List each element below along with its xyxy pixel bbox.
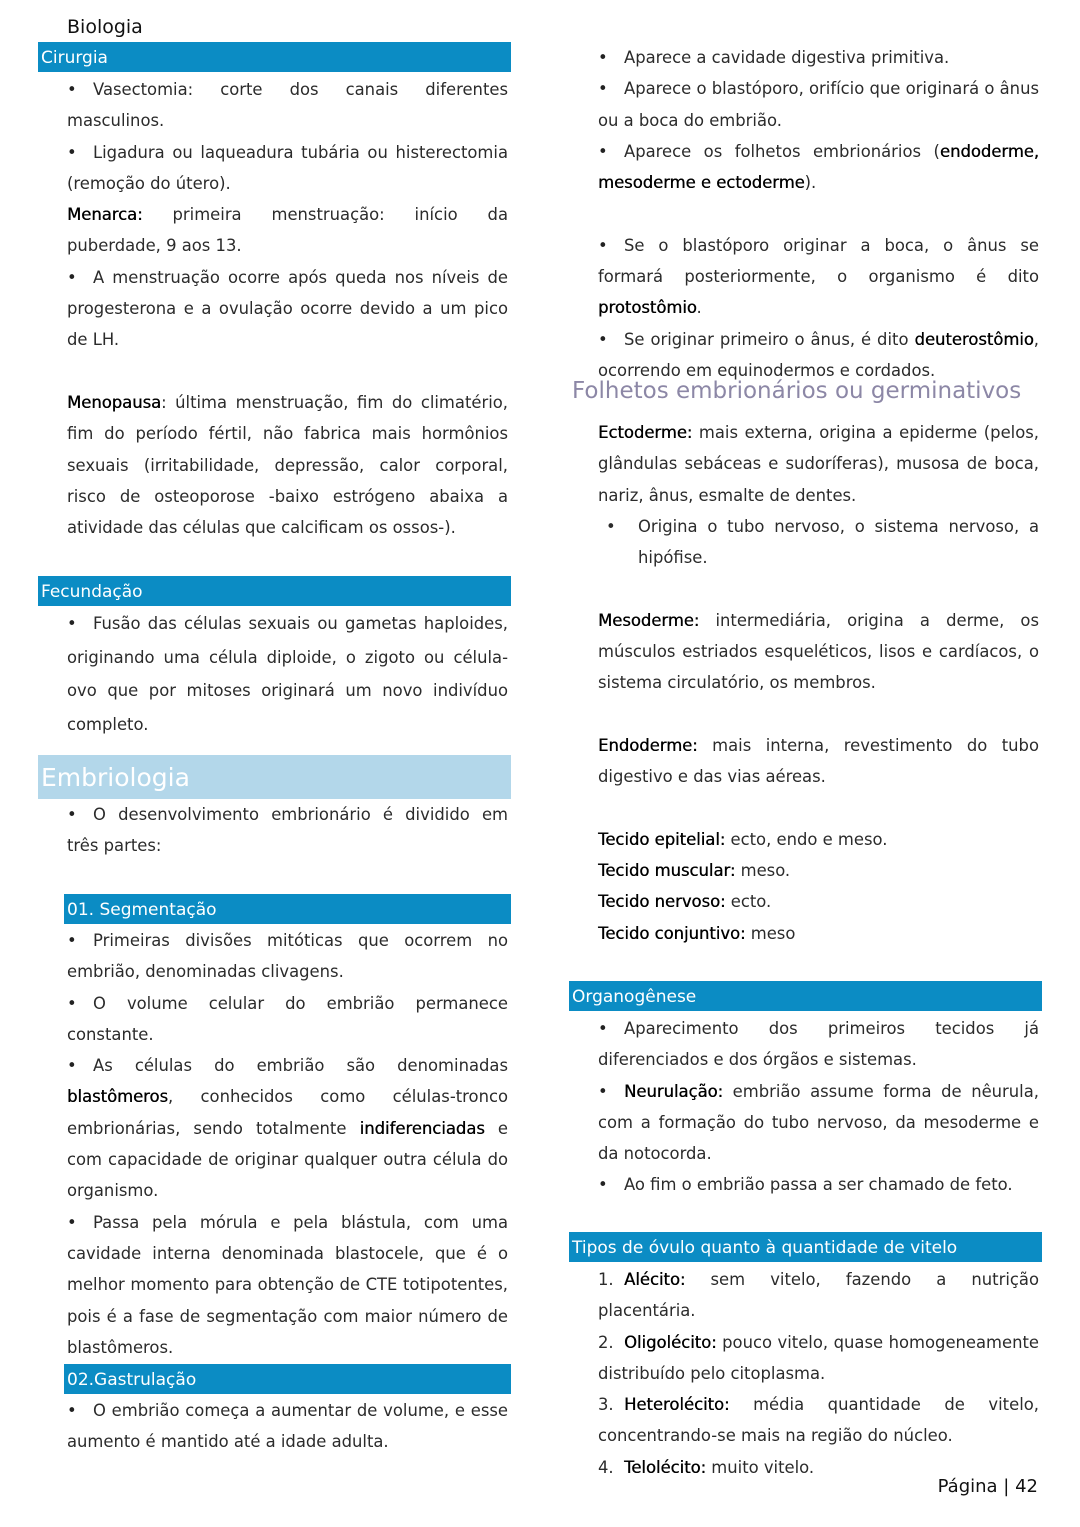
list-item: • O volume celular do embrião permanece constante. [67, 988, 508, 1051]
endoderme-definition [598, 730, 1039, 793]
list-item [598, 136, 1039, 199]
list-item [598, 230, 1039, 324]
list-item: • Aparecimento dos primeiros tecidos já diferenciados e dos órgãos e sistemas. [598, 1013, 1039, 1076]
subsection-heading-gastrulacao: 02.Gastrulação [64, 1364, 511, 1394]
text: sem vitelo, fazendo a nutrição placentária. [598, 1270, 1039, 1321]
term-label: indiferenciadas [359, 1118, 485, 1138]
term-label: Ectoderme: [598, 423, 693, 442]
section-heading-organogenese: Organogênese [569, 981, 1042, 1011]
gastrulacao-list [67, 1395, 508, 1458]
term-label: blastômeros [67, 1087, 168, 1107]
document-title: Biologia [67, 16, 143, 38]
list-item [598, 1389, 1039, 1452]
text: Se o blastóporo originar a boca, o ânus se formará posteriormente, o organismo é dito [598, 235, 1039, 287]
text: Aparece os folhetos embrionários ( [624, 141, 940, 161]
term-label: Menarca: [67, 205, 143, 224]
text: pouco vitelo, quase homogeneamente distribuído pelo citoplasma. [598, 1332, 1039, 1383]
value-text: meso [745, 923, 796, 943]
list-number: 2. [598, 1332, 614, 1352]
list-item [598, 1264, 1039, 1327]
definition-text: mais interna, revestimento do tubo digestivo e das vias aéreas. [598, 735, 1039, 787]
term-label: Alécito: [624, 1270, 686, 1289]
tecido-row [598, 918, 1039, 949]
text: Se originar primeiro o ânus, é dito [624, 329, 915, 349]
gastrulacao-continued-list [598, 42, 1039, 386]
text: e com capacidade de originar qualquer outra célula do organismo. [67, 1118, 509, 1201]
term-label: Oligolécito: [624, 1332, 717, 1352]
value-text: meso. [735, 861, 791, 881]
text: média quantidade de vitelo, concentrando-se mais na região do núcleo. [598, 1395, 1039, 1446]
term-label: Tecido muscular: [598, 861, 736, 881]
list-item: • Ligadura ou laqueadura tubária ou histerectomia (remoção do útero). [67, 137, 508, 200]
subsection-heading-segmentacao: 01. Segmentação [64, 894, 511, 924]
definition-text: : última menstruação, fim do climatério, fim do período fértil, não fabrica mais hormônios sexuais (irritabilidade, depressão, calor corporal, risco de osteoporose -baixo estrógeno abaixa a atividade das células que calcificam os ossos-). [67, 393, 508, 538]
list-number: 4. [598, 1457, 614, 1477]
section-heading-fecundacao: Fecundação [38, 576, 511, 606]
term-label: endoderme, mesoderme e ectoderme [598, 141, 1039, 193]
value-text: ecto. [725, 892, 772, 912]
list-item: • Aparece a cavidade digestiva primitiva. [598, 42, 1039, 73]
text: muito vitelo. [706, 1457, 815, 1477]
list-number: 1. [598, 1270, 614, 1289]
ectoderme-definition [598, 417, 1039, 511]
mesoderme-definition [598, 605, 1039, 699]
term-label: deuterostômio [914, 329, 1034, 349]
list-item [598, 1076, 1039, 1170]
tecido-row [598, 824, 1039, 855]
term-label: Heterolécito: [624, 1395, 730, 1415]
tecido-row [598, 855, 1039, 886]
value-text: ecto, endo e meso. [725, 829, 888, 849]
term-label: Neurulação: [624, 1081, 724, 1101]
menopausa-block [67, 387, 508, 543]
folhetos-block [598, 417, 1039, 949]
list-item: • Origina o tubo nervoso, o sistema nervoso, a hipófise. [598, 511, 1039, 574]
term-label: Telolécito: [624, 1457, 707, 1477]
menarca-block [67, 199, 508, 355]
section-heading-cirurgia: Cirurgia [38, 42, 511, 72]
term-label: Tecido conjuntivo: [598, 923, 746, 943]
ovulos-numbered-list [598, 1264, 1039, 1483]
term-label: Mesoderme: [598, 610, 700, 630]
fecundacao-list [67, 607, 508, 741]
segmentacao-list [67, 925, 508, 1363]
definition-text: primeira menstruação: início da puberdade, 9 aos 13. [67, 205, 508, 256]
term-label: Endoderme: [598, 735, 698, 755]
menarca-definition [67, 199, 508, 262]
list-item: • O desenvolvimento embrionário é dividido em três partes: [67, 799, 508, 862]
list-item: • Vasectomia: corte dos canais diferentes masculinos. [67, 74, 508, 137]
section-heading-tipos-ovulo: Tipos de óvulo quanto à quantidade de vitelo [569, 1232, 1042, 1262]
text: As células do embrião são denominadas [93, 1056, 508, 1076]
cirurgia-list [67, 74, 508, 199]
definition-text: mais externa, origina a epiderme (pelos, glândulas sebáceas e sudoríferas), musosa de boca, nariz, ânus, esmalte de dentes. [598, 423, 1039, 505]
term-label: Menopausa [67, 393, 162, 412]
subtitle-folhetos: Folhetos embrionários ou germinativos [572, 378, 1022, 404]
list-item: • O embrião começa a aumentar de volume, e esse aumento é mantido até a idade adulta. [67, 1395, 508, 1458]
text: . [696, 298, 702, 318]
chapter-heading-embriologia: Embriologia [38, 755, 511, 799]
term-label: Tecido nervoso: [598, 892, 726, 912]
list-item [598, 324, 1039, 387]
definition-text: intermediária, origina a derme, os músculos estriados esqueléticos, lisos e cardíacos, o sistema circulatório, os membros. [598, 610, 1039, 693]
list-item: • Primeiras divisões mitóticas que ocorrem no embrião, denominadas clivagens. [67, 925, 508, 988]
list-item: • A menstruação ocorre após queda nos níveis de progesterona e a ovulação ocorre devido a um pico de LH. [67, 262, 508, 356]
tecido-row [598, 886, 1039, 917]
text: ). [804, 173, 817, 193]
list-item: • Fusão das células sexuais ou gametas haploides, originando uma célula diploide, o zigoto ou célula-ovo que por mitoses originará um novo indivíduo completo. [67, 607, 508, 741]
text: , conhecidos como células-tronco embrionárias, sendo totalmente [67, 1087, 508, 1138]
list-number: 3. [598, 1395, 614, 1415]
text: embrião assume forma de nêurula, com a formação do tubo nervoso, da mesoderme e da notocorda. [598, 1081, 1039, 1164]
list-item: • Aparece o blastóporo, orifício que originará o ânus ou a boca do embrião. [598, 73, 1039, 136]
list-item: • Passa pela mórula e pela blástula, com uma cavidade interna denominada blastocele, que é o melhor momento para obtenção de CTE totipotentes, pois é a fase de segmentação com maior número de blastômeros. [67, 1207, 508, 1363]
organogenese-list [598, 1013, 1039, 1201]
list-item [67, 1050, 508, 1206]
list-item [598, 1327, 1039, 1390]
embriologia-intro [67, 799, 508, 862]
term-label: protostômio [598, 298, 697, 318]
list-item: • Ao fim o embrião passa a ser chamado de feto. [598, 1169, 1039, 1200]
text: , ocorrendo em equinodermos e cordados. [598, 329, 1039, 380]
page-number: Página | 42 [937, 1476, 1038, 1497]
term-label: Tecido epitelial: [598, 829, 726, 849]
